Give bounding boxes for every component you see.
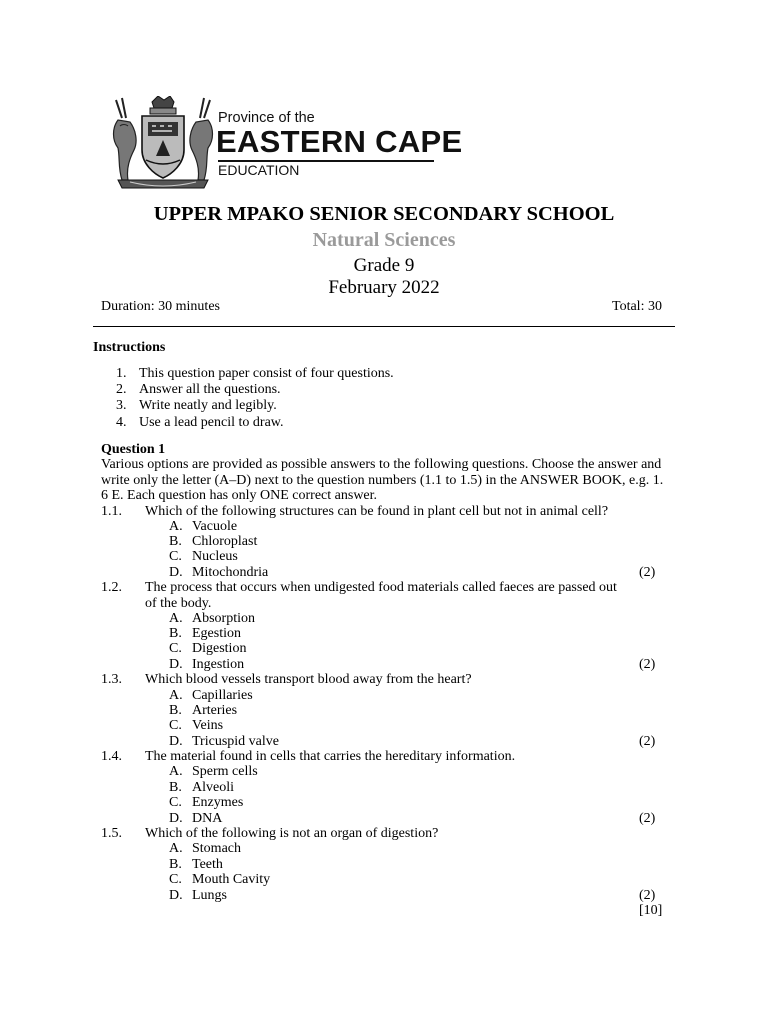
- instruction-number: 4.: [116, 414, 127, 430]
- question-number: 1.5.: [101, 826, 122, 841]
- option-letter: A.: [169, 688, 183, 703]
- subject-title: Natural Sciences: [312, 229, 456, 251]
- option-text: DNA: [192, 811, 223, 826]
- option-text: Enzymes: [192, 795, 244, 810]
- instruction-number: 1.: [116, 366, 127, 381]
- option-letter: D.: [169, 565, 183, 580]
- question-mark: (2): [639, 565, 656, 580]
- option-letter: D.: [169, 811, 183, 826]
- option-text: Digestion: [192, 641, 247, 656]
- question-1-heading: Question 1: [101, 442, 166, 457]
- option-text: Mitochondria: [192, 565, 269, 580]
- option-text: Teeth: [192, 857, 223, 872]
- option-letter: B.: [169, 703, 182, 718]
- option-text: Tricuspid valve: [192, 734, 279, 749]
- instruction-number: 2.: [116, 382, 127, 398]
- question-text: Which of the following is not an organ of digestion?: [145, 826, 439, 841]
- instruction-number: 3.: [116, 398, 127, 414]
- option-letter: B.: [169, 857, 182, 872]
- option-letter: A.: [169, 841, 183, 856]
- option-letter: D.: [169, 657, 183, 672]
- option-letter: C.: [169, 718, 182, 733]
- option-text: Veins: [192, 718, 224, 733]
- question-mark: (2): [639, 734, 656, 749]
- option-letter: A.: [169, 519, 183, 534]
- option-text: Ingestion: [192, 657, 245, 672]
- question-number: 1.2.: [101, 580, 122, 595]
- grade-label: Grade 9: [353, 255, 415, 276]
- option-text: Chloroplast: [192, 534, 258, 549]
- question-text: The material found in cells that carries the hereditary information.: [145, 749, 516, 764]
- option-text: Mouth Cavity: [192, 872, 271, 887]
- instruction-text: Answer all the questions.: [139, 382, 281, 398]
- question-1-intro: Various options are provided as possible answers to the following questions. Choose the answer and write only the letter (A–D) next to the question numbers (1.1 to 1.5) in the ANSWER BOOK, e.g. 1. 6 E. Each question has only ONE correct answer.: [101, 457, 664, 503]
- question-1-total-marks: [10]: [639, 903, 663, 918]
- logo-eastern-cape-text: EASTERN CAPE: [216, 124, 463, 159]
- option-letter: D.: [169, 888, 183, 903]
- question-number: 1.1.: [101, 504, 122, 519]
- question-mark: (2): [639, 811, 656, 826]
- question-text: Which blood vessels transport blood away from the heart?: [145, 672, 472, 687]
- option-letter: C.: [169, 795, 182, 810]
- option-letter: A.: [169, 611, 183, 626]
- option-text: Arteries: [192, 703, 238, 718]
- option-text: Capillaries: [192, 688, 253, 703]
- instruction-text: Write neatly and legibly.: [139, 398, 277, 414]
- logo-province-text: Province of the: [218, 110, 315, 126]
- question-number: 1.3.: [101, 672, 122, 687]
- logo-education-text: EDUCATION: [218, 162, 300, 178]
- option-letter: A.: [169, 764, 183, 779]
- instructions-heading: Instructions: [93, 340, 166, 355]
- exam-date: February 2022: [328, 277, 440, 298]
- question-text: The process that occurs when undigested food materials called faeces are passed out: [145, 580, 617, 595]
- school-name: UPPER MPAKO SENIOR SECONDARY SCHOOL: [153, 203, 615, 225]
- option-text: Vacuole: [192, 519, 238, 534]
- option-letter: B.: [169, 626, 182, 641]
- question-mark: (2): [639, 888, 656, 903]
- question-number: 1.4.: [101, 749, 122, 764]
- question-text: Which of the following structures can be found in plant cell but not in animal cell?: [145, 504, 609, 519]
- instruction-text: Use a lead pencil to draw.: [139, 414, 284, 430]
- option-letter: D.: [169, 734, 183, 749]
- question-text-continued: of the body.: [145, 596, 212, 611]
- eastern-cape-education-logo: [108, 96, 463, 192]
- option-letter: C.: [169, 872, 182, 887]
- option-text: Nucleus: [192, 549, 238, 564]
- option-letter: C.: [169, 641, 182, 656]
- option-text: Sperm cells: [192, 764, 258, 779]
- option-text: Absorption: [192, 611, 255, 626]
- option-letter: B.: [169, 780, 182, 795]
- instruction-text: This question paper consist of four questions.: [139, 366, 394, 381]
- option-text: Stomach: [192, 841, 241, 856]
- option-text: Egestion: [192, 626, 241, 641]
- option-text: Alveoli: [192, 780, 234, 795]
- coat-of-arms-icon: [108, 96, 218, 192]
- option-text: Lungs: [192, 888, 227, 903]
- logo-divider: [218, 160, 434, 162]
- option-letter: C.: [169, 549, 182, 564]
- question-mark: (2): [639, 657, 656, 672]
- total-marks-label: Total: 30: [612, 299, 662, 314]
- option-letter: B.: [169, 534, 182, 549]
- duration-label: Duration: 30 minutes: [101, 299, 220, 314]
- header-divider: [93, 326, 675, 327]
